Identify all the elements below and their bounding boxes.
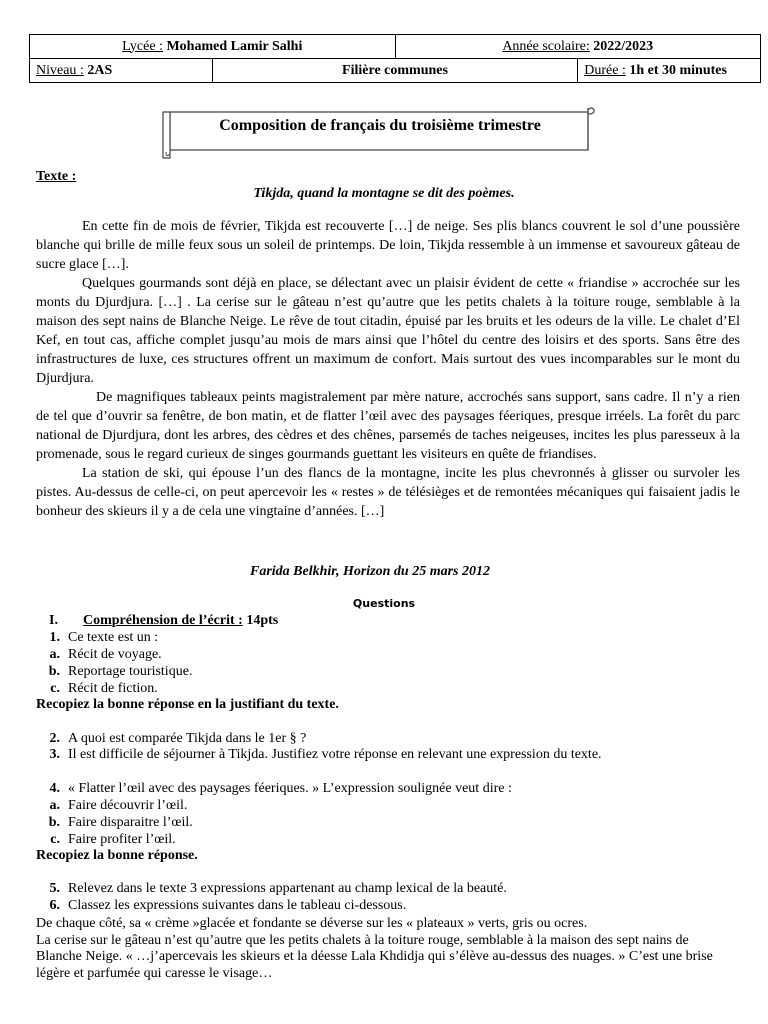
questions-heading: Questions	[352, 597, 416, 610]
texte-label: Texte :	[36, 169, 77, 184]
q1-option-a: a. Récit de voyage.	[49, 647, 162, 662]
q1-option-b: b. Reportage touristique.	[48, 664, 193, 679]
duree-cell	[578, 59, 761, 83]
lycee-cell	[30, 35, 396, 59]
niveau-value: 2AS	[87, 62, 113, 78]
expression-line-2: La cerise sur le gâteau n’est qu’autre que les petits chalets à la toiture rouge, semblable à la maison des sept nains de Blanche Neige. « …j’apercevais les skieurs et la déesse Lala Khdidja qui s’élève au-dessus des nuages. » C’est une brise légère et parfumée qui caresse le visage…	[36, 932, 713, 981]
question-2: 2. A quoi est comparée Tikjda dans le 1er § ?	[49, 731, 307, 746]
niveau-cell	[30, 59, 213, 83]
paragraph-2: Quelques gourmands sont déjà en place, se délectant avec un plaisir évident de cette « friandise » accrochée sur les monts du Djurdjura. […] . La cerise sur le gâteau n’est qu’autre que les petits chalets à la toiture rouge, semblable à la maison des sept nains de Blanche Neige. Le rêve de tout citadin, épuisé par les bruits et les odeurs de la ville. Le chalet d’El Kef, en tout cas, affiche complet jusqu’au mois de mars ainsi que l’hôtel du centre des loisirs et des sports. Sans être des infrastructures de luxe, ces structures offrent un maximum de confort. Mais surtout des vues incomparables sur le mont du Djurdjura.	[36, 276, 740, 386]
expressions-block	[36, 916, 736, 982]
niveau-label: Niveau :	[36, 62, 84, 78]
paragraph-4: La station de ski, qui épouse l’un des flancs de la montagne, incite les plus chevronnés à glisser ou survoler les pistes. Au-dessus de celle-ci, on peut apercevoir les « restes » de télésièges et de remontées mécaniques qui faisaient jadis le bonheur des skieurs il y a de cela une vingtaine d’années. […]	[36, 466, 740, 519]
paragraph-1: En cette fin de mois de février, Tikjda est recouverte […] de neige. Ses plis blancs couvrent le sol d’une poussière blanche qui brille de mille feux sous un soleil de printemps. De loin, Tikjda ressemble à un immense et savoureux gâteau de sucre glace […].	[36, 219, 740, 272]
question-1: 1. Ce texte est un :	[49, 630, 159, 645]
duree-label: Durée :	[584, 62, 626, 78]
q4-instruction: Recopiez la bonne réponse.	[36, 848, 198, 863]
duree-value: 1h et 30 minutes	[629, 62, 727, 78]
q4-option-a: a. Faire découvrir l’œil.	[49, 798, 188, 813]
question-4: 4. « Flatter l’œil avec des paysages féeriques. » L’expression soulignée veut dire :	[49, 781, 512, 796]
exam-title: Composition de français du troisième trimestre	[219, 117, 541, 134]
annee-cell	[395, 35, 761, 59]
section-number: I.	[49, 613, 58, 628]
reading-text	[36, 217, 740, 521]
section-points: 14pts	[246, 613, 279, 628]
q1-option-c: c. Récit de fiction.	[50, 681, 158, 696]
annee-label: Année scolaire:	[502, 38, 590, 54]
section-title: Compréhension de l’écrit :	[83, 613, 243, 628]
question-3: 3. Il est difficile de séjourner à Tikjda. Justifiez votre réponse en relevant une expression du texte.	[49, 747, 602, 762]
expression-line-1: De chaque côté, sa « crème »glacée et fondante se déverse sur les « plateaux » verts, gris ou ocres.	[36, 916, 588, 931]
q1-instruction: Recopiez la bonne réponse en la justifiant du texte.	[36, 697, 339, 712]
text-source: Farida Belkhir, Horizon du 25 mars 2012	[249, 564, 490, 579]
question-5: 5. Relevez dans le texte 3 expressions appartenant au champ lexical de la beauté.	[49, 881, 507, 896]
lycee-label: Lycée :	[122, 38, 163, 54]
text-subtitle: Tikjda, quand la montagne se dit des poèmes.	[253, 186, 515, 201]
paragraph-3: De magnifiques tableaux peints magistralement par mère nature, accrochés sans support, sans cadre. Il n’y a rien de tel que d’ouvrir sa fenêtre, de bon matin, et de flatter l’œil avec des paysages féeriques, presque irréels. La forêt du parc national de Djurdjura, dont les arbres, des cèdres et des chênes, parsemés de taches neigeuses, incites les plus paresseux à la promenade, sous le regard curieux de singes gourmands guettant les visiteurs en quête de friandises.	[36, 390, 740, 462]
section-heading	[49, 613, 278, 629]
header-table	[29, 34, 761, 83]
lycee-value: Mohamed Lamir Salhi	[166, 38, 303, 54]
question-6: 6. Classez les expressions suivantes dans le tableau ci-dessous.	[49, 898, 407, 913]
filiere-cell: Filière communes	[212, 59, 578, 83]
q4-option-c: c. Faire profiter l’œil.	[50, 832, 176, 847]
q4-option-b: b. Faire disparaitre l’œil.	[48, 815, 193, 830]
annee-value: 2022/2023	[593, 38, 654, 54]
